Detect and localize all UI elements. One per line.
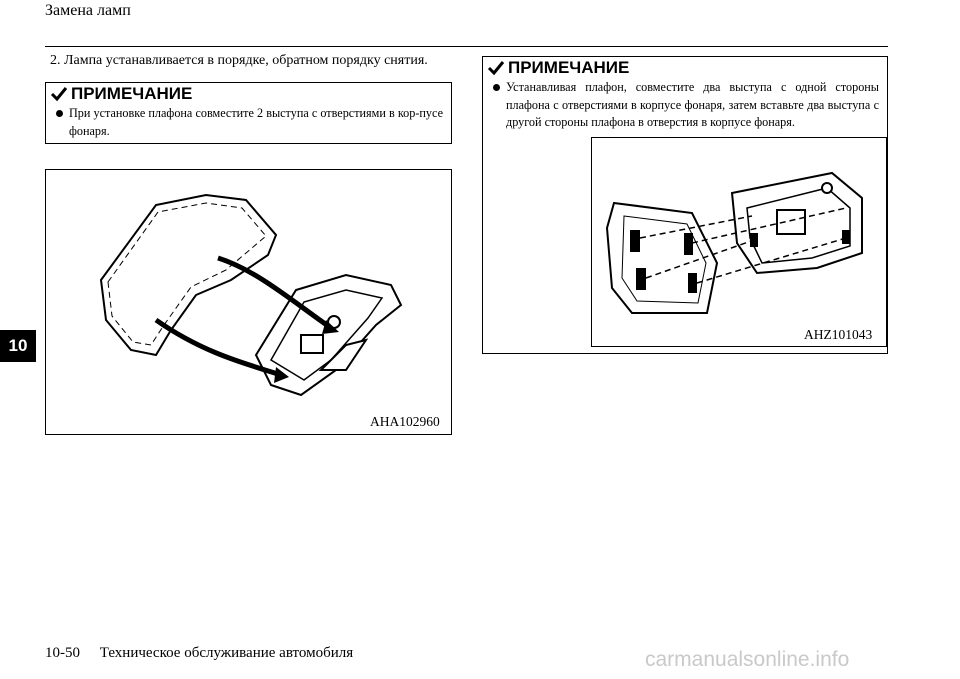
note-body (483, 79, 887, 132)
note-header (46, 83, 451, 105)
note-heading: ПРИМЕЧАНИЕ (71, 84, 193, 103)
figure-right (591, 137, 887, 347)
note-body (46, 105, 451, 140)
dome-lamp-lens-illustration (46, 170, 451, 434)
chapter-tab: 10 (0, 330, 36, 362)
page-number: 10-50 (45, 645, 80, 661)
footer-title: Техническое обслуживание автомобиля (99, 645, 354, 661)
note-check-icon (487, 60, 505, 76)
figure-code: AHZ101043 (804, 327, 873, 342)
bullet-icon (56, 110, 63, 117)
note-box-right (482, 56, 888, 354)
note-header (483, 57, 887, 79)
header-rule (45, 46, 888, 47)
watermark: carmanualsonline.info (645, 648, 850, 671)
figure-code: AHA102960 (370, 414, 440, 429)
note-text: При установке плафона совместите 2 выступа с отверстиями в кор-пусе фонаря. (69, 106, 443, 138)
note-box-left (45, 82, 452, 144)
page-footer (45, 645, 353, 662)
page-header-title: Замена ламп (45, 2, 131, 19)
figure-left (45, 169, 452, 435)
note-text: Устанавливая плафон, совместите два выступа с одной стороны плафона с отверстиями в корпусе фонаря, затем вставьте два выступа с другой стороны плафона в отверстия в корпусе фонаря. (506, 80, 879, 129)
step-text: 2. Лампа устанавливается в порядке, обратном порядку снятия. (50, 53, 428, 68)
note-check-icon (50, 86, 68, 102)
note-heading: ПРИМЕЧАНИЕ (508, 58, 630, 77)
lens-alignment-illustration (592, 138, 886, 346)
bullet-icon (493, 84, 500, 91)
